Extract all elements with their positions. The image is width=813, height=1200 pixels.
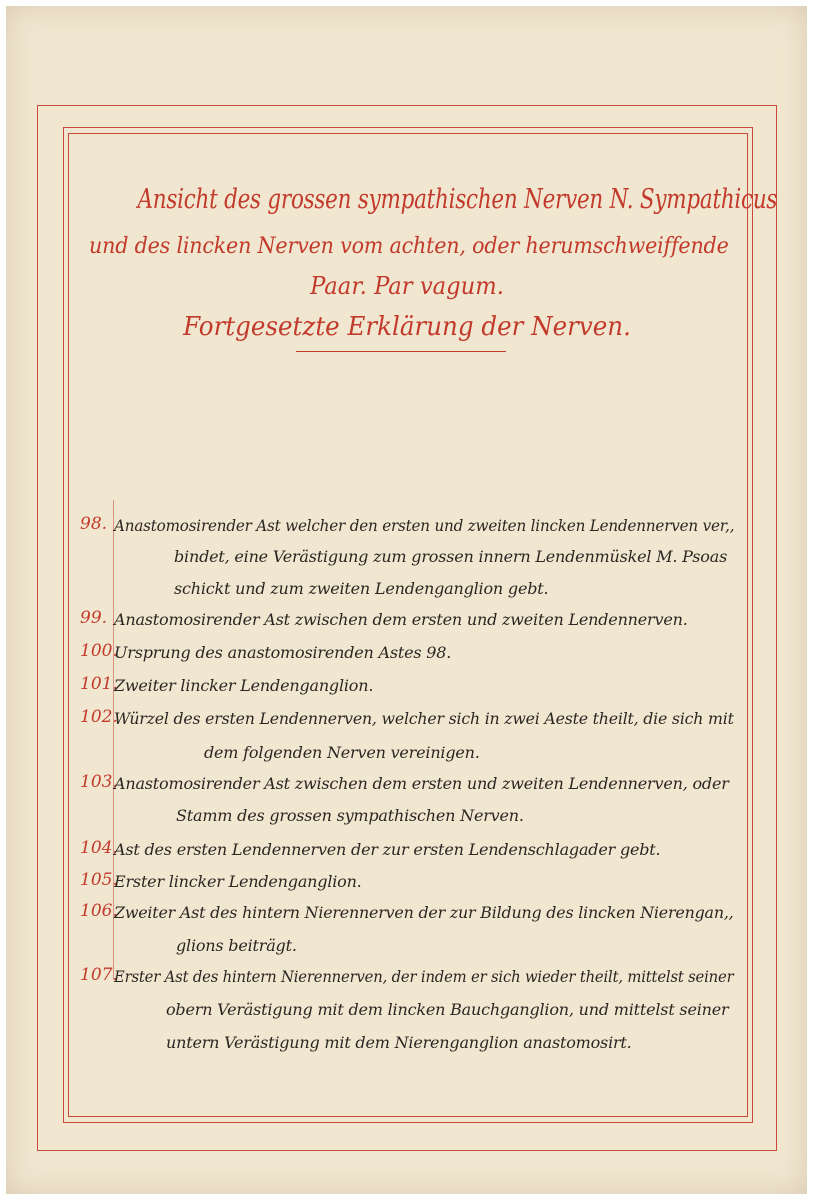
entry-line: Stamm des grossen sympathischen Nerven. — [176, 806, 524, 825]
entry-number: 107. — [80, 965, 118, 985]
title-line-1: Ansicht des grossen sympathischen Nerven N. Sympathicus — [137, 184, 778, 215]
entry-number: 104. — [80, 838, 118, 858]
entry-number: 100. — [80, 641, 118, 661]
entry-line: Anastomosirender Ast zwischen dem ersten und zweiten Lendennerven. — [114, 610, 688, 629]
title-line-4: Fortgesetzte Erklärung der Nerven. — [183, 312, 631, 342]
entry-line: Anastomosirender Ast zwischen dem ersten und zweiten Lendennerven, oder — [114, 774, 729, 793]
entry-line: dem folgenden Nerven vereinigen. — [204, 743, 480, 762]
entry-line: bindet, eine Verästigung zum grossen innern Lendenmüskel M. Psoas — [174, 547, 728, 566]
entry-number: 98. — [80, 514, 108, 534]
entry-number: 105. — [80, 870, 118, 890]
entry-line: Ursprung des anastomosirenden Astes 98. — [114, 643, 452, 662]
entry-number: 99. — [80, 608, 108, 628]
title-underline — [296, 351, 506, 352]
entry-line: Zweiter lincker Lendenganglion. — [114, 676, 374, 695]
entry-line: schickt und zum zweiten Lendenganglion gebt. — [174, 579, 549, 598]
entry-line: glions beiträgt. — [176, 936, 297, 955]
title-line-3: Paar. Par vagum. — [310, 272, 504, 300]
entry-line: Erster lincker Lendenganglion. — [114, 872, 362, 891]
entry-line: obern Verästigung mit dem lincken Bauchganglion, und mittelst seiner — [166, 1000, 729, 1019]
entry-line: Ast des ersten Lendennerven der zur ersten Lendenschlagader gebt. — [114, 840, 661, 859]
entry-line: untern Verästigung mit dem Nierenganglion anastomosirt. — [166, 1033, 632, 1052]
entry-line: Zweiter Ast des hintern Nierennerven der zur Bildung des lincken Nierengan,, — [114, 903, 734, 922]
entry-line: Erster Ast des hintern Nierennerven, der indem er sich wieder theilt, mittelst seiner — [114, 967, 734, 986]
manuscript-page — [6, 6, 807, 1194]
entry-number: 103. — [80, 772, 118, 792]
title-line-2: und des lincken Nerven vom achten, oder herumschweiffende — [89, 234, 729, 259]
entry-line: Anastomosirender Ast welcher den ersten und zweiten lincken Lendennerven ver,, — [114, 516, 735, 535]
entry-number: 106. — [80, 901, 118, 921]
entry-number: 101. — [80, 674, 118, 694]
entry-line: Würzel des ersten Lendennerven, welcher sich in zwei Aeste theilt, die sich mit — [114, 709, 734, 728]
entry-number: 102. — [80, 707, 118, 727]
